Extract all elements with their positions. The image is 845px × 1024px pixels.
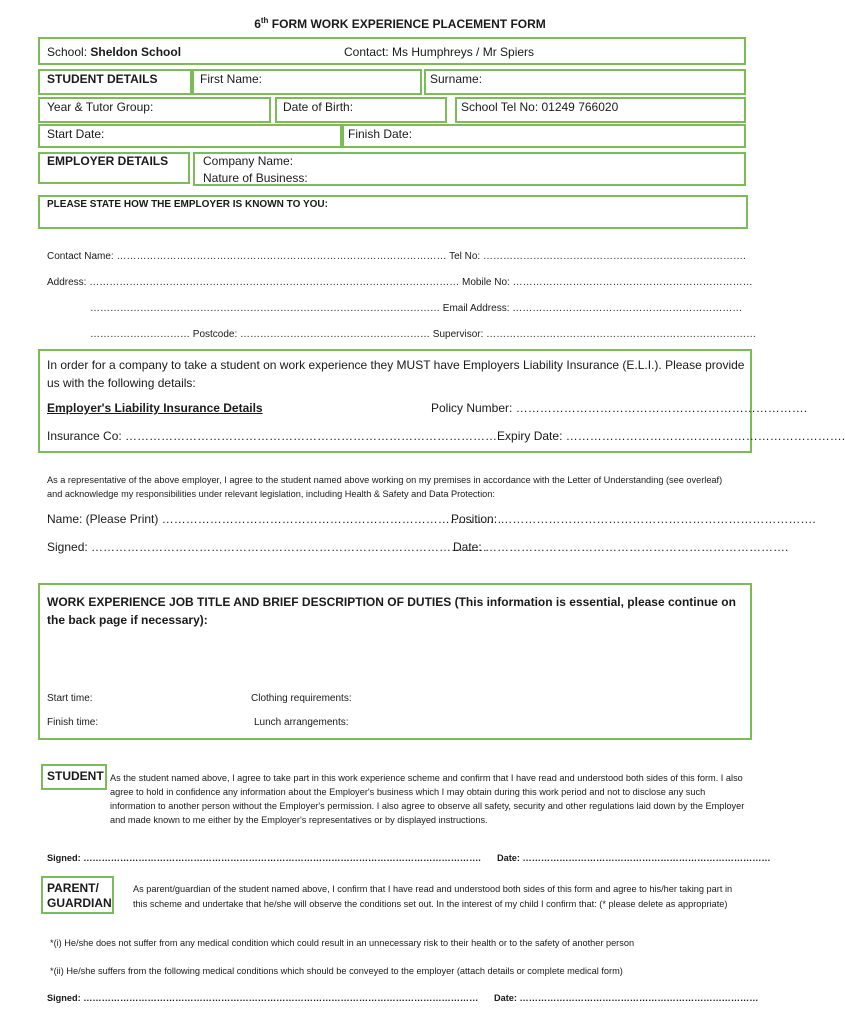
page-title [0,16,800,31]
medical-option-2[interactable]: *(ii) He/she suffers from the following medical conditions which should be conveyed to the employer (attach details or complete medical form) [50,966,623,976]
contact-name-line[interactable]: Contact Name: ……………………………………………………………………………………… Tel No: ……………………………………………………………………. [47,251,746,262]
dob-label: Date of Birth: [283,100,354,114]
lunch-label: Lunch arrangements: [254,717,349,728]
name-print-line[interactable]: Name: (Please Print) …………………………………………………………………………. [47,512,502,526]
student-details-heading: STUDENT DETAILS [47,72,158,86]
address-line-2[interactable]: …………………………………………………………………………………………… Email Address: …………………………………………………………… [90,303,743,314]
parent-heading-line2: GUARDIAN [47,896,112,910]
parent-date-line[interactable]: Date: …………………………………………………………………… [494,993,759,1003]
finish-time-label: Finish time: [47,717,99,728]
start-time-label: Start time: [47,693,93,704]
nature-label: Nature of Business: [203,171,308,185]
first-name-label: First Name: [200,72,263,86]
title-suffix: th [260,16,269,25]
school-value: Sheldon School [90,45,182,59]
employer-known-prompt: PLEASE STATE HOW THE EMPLOYER IS KNOWN TO YOU: [47,199,328,210]
employer-details-heading: EMPLOYER DETAILS [47,154,169,168]
address-line[interactable]: Address: ………………………………………………………………………………………………… Mobile No: ……………………………………………………………… [47,277,753,288]
school-tel: School Tel No: 01249 766020 [461,100,619,114]
insurance-heading: Employer's Liability Insurance Details [47,401,263,415]
student-agreement-text: As the student named above, I agree to take part in this work experience scheme and confirm that I have read and understood both sides of this form. I also agree to hold in confidence any information about the Employer's business which I may obtain during this work period and not to disclose any such information to another person without the Employer's permission. I also agree to observe all safety, security and other regulations laid down by the Employer and made known to me either by the Employer's representatives or by displayed instructions. [110,773,745,825]
surname-label: Surname: [430,72,483,86]
parent-heading-line1: PARENT/ [47,881,99,895]
title-text: FORM WORK EXPERIENCE PLACEMENT FORM [268,17,546,31]
student-signed-line[interactable]: Signed: …………………………………………………………………………………………………………………. [47,853,481,863]
start-date-label: Start Date: [47,127,105,141]
medical-option-1[interactable]: *(i) He/she does not suffer from any medical condition which could result in an unnecessary risk to their health or to the safety of another person [50,938,635,948]
employer-signed-line[interactable]: Signed: ……………………………………………………………………………………… [47,540,488,554]
parent-signed-line[interactable]: Signed: ………………………………………………………………………………………………………………… [47,993,479,1003]
position-line[interactable]: Position: ……………………………………………………………………. [451,512,816,526]
employer-date-line[interactable]: Date: …………………………………………………………………. [453,540,789,554]
company-label: Company Name: [203,154,294,168]
student-heading: STUDENT [47,769,104,783]
school-field [47,45,181,59]
insurance-intro: In order for a company to take a student on work experience they MUST have Employers Liability Insurance (E.L.I.). Please provide us with the following details: [47,358,745,390]
employer-agreement-text: As a representative of the above employer, I agree to the student named above working on my premises in accordance with the Letter of Understanding (see overleaf) and acknowledge my responsibilities under relevant legislation, including Health & Safety and Data Protection: [47,475,723,499]
parent-agreement-text: As parent/guardian of the student named above, I confirm that I have read and understood both sides of this form and agree to his/her taking part in this scheme and undertake that he/she will observe the conditions set out. In the interest of my child I confirm that: (* please delete as appropriate) [133,884,733,909]
school-label: School: [47,45,88,59]
finish-date-label: Finish Date: [348,127,413,141]
job-description-heading: WORK EXPERIENCE JOB TITLE AND BRIEF DESCRIPTION OF DUTIES (This information is essential, please continue on the back page if necessary): [47,595,736,627]
student-date-line[interactable]: Date: ……………………………………………………………………… [497,853,771,863]
contact-info: Contact: Ms Humphreys / Mr Spiers [344,45,535,59]
insurance-co-line[interactable]: Insurance Co: …………………………………………………………………………………Expiry Date: ……………………………………………………………. [47,429,845,443]
policy-number-line[interactable]: Policy Number: ………………………………………………………………. [431,401,808,415]
clothing-label: Clothing requirements: [251,693,352,704]
title-number: 6 [254,17,261,31]
year-tutor-label: Year & Tutor Group: [47,100,154,114]
postcode-line[interactable]: ………………………… Postcode: ………………………………………………… Supervisor: ……………………………………………………………………… [90,329,757,340]
